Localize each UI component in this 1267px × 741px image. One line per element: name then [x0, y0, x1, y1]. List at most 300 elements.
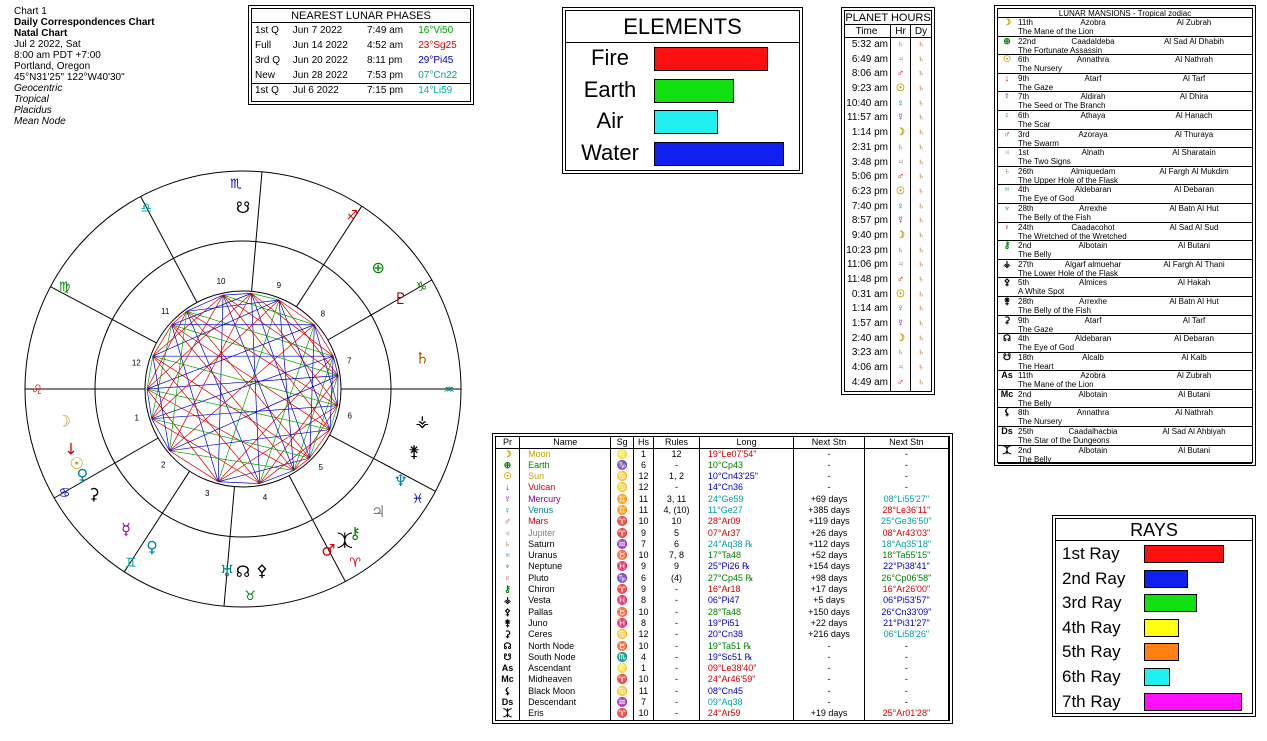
day-planet-icon: ♄: [917, 318, 925, 330]
mansion-name: Caadalhacbia: [1068, 427, 1118, 437]
lunar-position: 16°Vi50: [418, 25, 454, 36]
planet-house: 7: [633, 539, 653, 550]
mansion-name: Albotain: [1078, 445, 1108, 455]
next-station-position: -: [864, 663, 948, 674]
element-row: [566, 138, 799, 168]
aspect-line: [279, 300, 314, 325]
mansion-arabic-name: Al Nathrah: [1175, 55, 1213, 65]
planet-house: 10: [633, 550, 653, 561]
planet-icon: ♃: [496, 528, 520, 539]
mansion-planet-icon: ⚵: [1003, 295, 1011, 306]
mansion-row: [998, 371, 1252, 390]
planet-row: [496, 460, 949, 471]
mansion-row: [998, 92, 1252, 111]
mansion-arabic-name: Al Thuraya: [1174, 129, 1214, 139]
lunar-mansions-title: LUNAR MANSIONS - Tropical zodiac: [998, 9, 1252, 18]
planet-hour-row: [845, 38, 931, 53]
ray-label: 6th Ray: [1062, 667, 1121, 686]
lunar-phase: 1st Q: [252, 83, 290, 98]
planet-hour-row: [845, 288, 931, 303]
planet-name: Jupiter: [520, 528, 611, 539]
house-cusp-line: [224, 487, 234, 607]
hour-planet-icon: ♂: [891, 376, 911, 391]
hour-planet-icon: ☽: [891, 126, 911, 141]
house-number: 8: [320, 309, 326, 319]
mansion-name: Alnath: [1081, 148, 1105, 158]
planet-rules: -: [654, 482, 700, 493]
day-planet-icon: ♄: [917, 53, 925, 65]
sign-icon: ♒: [611, 697, 633, 708]
house-number: 2: [160, 460, 166, 470]
planet-row: [496, 516, 949, 527]
hour-planet-icon: ♂: [891, 273, 911, 288]
planet-icon: ⚸: [496, 686, 520, 697]
planet-name: Moon: [520, 448, 611, 460]
chart-date: Jul 2 2022, Sat: [14, 39, 81, 50]
mansion-planet-icon: ☽: [1002, 17, 1012, 27]
aspect-line: [294, 356, 333, 470]
col-hr: Hr: [891, 25, 911, 37]
sign-icon: ♑: [611, 460, 633, 471]
mansion-planet-icon: Mc: [1000, 388, 1014, 399]
chart-coordinates: 45°N31'25" 122°W40'30": [14, 72, 125, 83]
element-label: Fire: [591, 45, 629, 70]
mansion-planet-icon: ☊: [1003, 333, 1011, 344]
mansion-number: 1st: [1018, 148, 1029, 158]
next-station-position: 16°Ar26'00": [864, 584, 948, 595]
planet-rules: 3, 11: [654, 494, 700, 505]
hour-time: 0:31 am: [845, 288, 891, 303]
next-station-position: -: [864, 448, 948, 460]
mansion-arabic-name: Al Debaran: [1173, 334, 1215, 344]
mansion-name: Caadaldeba: [1071, 36, 1115, 46]
mansion-name: Caadacohot: [1071, 222, 1115, 232]
day-planet-icon: ♄: [917, 171, 925, 183]
planet-row: [496, 607, 949, 618]
ray-bar: [1144, 570, 1188, 588]
mansion-number: 28th: [1018, 203, 1034, 213]
planet-house: 8: [633, 618, 653, 629]
planet-house: 6: [633, 573, 653, 584]
mansion-description: The Nursery: [1018, 64, 1063, 74]
planet-name: Chiron: [520, 584, 611, 595]
next-station-position: 18°Aq35'18": [864, 539, 948, 550]
house-number: 12: [131, 358, 141, 368]
planet-glyph-icon: ⯰: [336, 530, 353, 550]
next-station-days: -: [794, 471, 864, 482]
planet-hour-row: [845, 361, 931, 376]
aspect-line: [279, 300, 294, 470]
planet-longitude: 17°Ta48: [699, 550, 793, 561]
lunar-phase-row: [252, 68, 470, 83]
mansion-number: 24th: [1018, 222, 1034, 232]
day-planet-icon: ♄: [917, 127, 925, 139]
planet-hour-row: [845, 317, 931, 332]
next-station-days: +22 days: [794, 618, 864, 629]
house-number: 5: [318, 462, 324, 472]
planet-longitude: 10°Cn43'25": [699, 471, 793, 482]
day-planet-icon: ♄: [917, 274, 925, 285]
mansion-number: 27th: [1018, 259, 1034, 269]
hour-time: 11:06 pm: [845, 258, 891, 273]
lunar-phase: 1st Q: [255, 25, 279, 36]
ray-bar: [1144, 594, 1197, 612]
planet-row: [496, 448, 949, 460]
aspect-line: [153, 295, 223, 356]
house-number: 4: [262, 492, 268, 502]
mansion-description: The Lower Hole of the Flask: [1018, 268, 1119, 278]
mansion-description: The Two Signs: [1018, 157, 1071, 167]
planet-icon: ☋: [496, 652, 520, 663]
mansion-row: [998, 223, 1252, 242]
hour-time: 6:23 pm: [845, 185, 891, 200]
day-planet-icon: ♄: [917, 259, 925, 271]
mansion-name: Alcalb: [1082, 352, 1104, 362]
next-station-days: -: [794, 448, 864, 460]
planet-hour-row: [845, 141, 931, 156]
sign-icon: ♓: [611, 561, 633, 572]
next-station-position: -: [864, 686, 948, 697]
hour-time: 8:57 pm: [845, 214, 891, 229]
lunar-phases-table: [252, 23, 470, 98]
chart-number: Chart 1: [14, 6, 47, 17]
planet-hour-row: [845, 185, 931, 200]
day-planet-icon: ♄: [917, 68, 925, 80]
sign-icon: ♌: [611, 448, 633, 460]
zodiac-sign-icon: ♊: [124, 555, 137, 571]
lunar-position: 29°Pi45: [418, 55, 454, 66]
hour-planet-icon: ♄: [891, 141, 911, 156]
planet-rules: -: [654, 697, 700, 708]
planet-glyph-icon: ♆: [393, 471, 408, 490]
planet-glyph-icon: ⚳: [88, 484, 100, 504]
planet-house: 10: [633, 674, 653, 685]
mansion-row: [998, 130, 1252, 149]
mansion-number: 18th: [1018, 352, 1034, 362]
planet-glyph-icon: ☉: [69, 454, 84, 474]
aspect-line: [172, 325, 294, 471]
house-cusp-line: [252, 172, 262, 292]
mansion-number: 8th: [1018, 408, 1030, 418]
sign-icon: ♓: [611, 595, 633, 606]
planet-name: Earth: [520, 460, 611, 471]
planet-icon: ♇: [496, 573, 520, 584]
next-station-days: +385 days: [794, 505, 864, 516]
planet-house: 11: [633, 494, 653, 505]
planet-icon: ♆: [496, 561, 520, 572]
rays-title: RAYS: [1056, 519, 1252, 541]
zodiac-sign-icon: ♌: [31, 383, 43, 398]
sign-icon: ♓: [611, 618, 633, 629]
planet-name: Pluto: [520, 573, 611, 584]
day-planet-icon: ♄: [917, 362, 925, 374]
planet-icon: ⚳: [496, 629, 520, 640]
planet-longitude: 08°Cn45: [699, 686, 793, 697]
next-station-days: +216 days: [794, 629, 864, 640]
mansion-number: 2nd: [1018, 445, 1032, 455]
planet-name: Vulcan: [520, 482, 611, 493]
mansion-planet-icon: As: [1001, 370, 1013, 381]
mansion-arabic-name: Al Debaran: [1173, 185, 1215, 195]
mansion-arabic-name: Al Butani: [1177, 445, 1211, 455]
lunar-position: 07°Cn22: [418, 69, 458, 81]
aspect-line: [152, 406, 338, 419]
mansion-row: [998, 204, 1252, 223]
planet-longitude: 20°Cn38: [699, 629, 793, 640]
planet-rules: 4, (10): [654, 505, 700, 516]
lunar-position: 23°Sg25: [418, 40, 457, 51]
planet-house: 12: [633, 471, 653, 482]
next-station-days: -: [794, 641, 864, 652]
aspect-line: [172, 325, 330, 430]
elements-title: ELEMENTS: [566, 11, 799, 43]
day-planet-icon: ♄: [917, 97, 925, 109]
natal-chart-wheel: [22, 168, 464, 610]
mansion-planet-icon: ☿: [1003, 91, 1011, 102]
ray-label: 2nd Ray: [1062, 568, 1126, 588]
next-station-position: 26°Cp06'58": [864, 573, 948, 584]
mansion-planet-icon: ⚷: [1003, 240, 1011, 251]
planet-icon: ☊: [496, 641, 520, 652]
planet-icon: ♂: [496, 516, 520, 527]
hour-planet-icon: ♀: [891, 200, 911, 215]
lunar-time: 7:49 am: [366, 25, 404, 36]
planet-icon: ☉: [496, 471, 520, 482]
element-bar: [654, 110, 718, 134]
mansion-name: Arrexhe: [1078, 203, 1107, 213]
chart-option: Mean Node: [14, 116, 66, 127]
planet-icon: ⊕: [496, 460, 520, 471]
ray-row: [1056, 567, 1252, 592]
hour-planet-icon: ♀: [891, 302, 911, 317]
lunar-date: Jun 14 2022: [292, 40, 348, 51]
aspect-line: [172, 293, 252, 324]
chart-option: Geocentric: [14, 83, 63, 94]
planet-icon: ♅: [496, 550, 520, 561]
planet-longitude: 11°Ge27: [699, 505, 793, 516]
mansion-arabic-name: Al Fargh Al Mukdim: [1159, 166, 1229, 176]
element-bar: [654, 142, 784, 166]
next-station-days: -: [794, 460, 864, 471]
planet-rules: 5: [654, 528, 700, 539]
mansion-number: 9th: [1018, 315, 1030, 325]
lunar-time: 7:15 pm: [364, 83, 415, 98]
sign-icon: ♈: [611, 528, 633, 539]
mansion-number: 11th: [1018, 18, 1033, 27]
chart-option: Placidus: [14, 105, 52, 116]
lunar-date: Jul 6 2022: [290, 83, 364, 98]
planet-row: [496, 686, 949, 697]
next-station-position: 06°Pi53'57": [864, 595, 948, 606]
hour-time: 10:23 pm: [845, 244, 891, 259]
sign-icon: ♋: [611, 686, 633, 697]
planet-rules: -: [654, 686, 700, 697]
mansion-description: The Seed or The Branch: [1018, 101, 1106, 111]
sign-icon: ♈: [611, 674, 633, 685]
next-station-days: -: [794, 697, 864, 708]
planet-house: 9: [633, 528, 653, 539]
zodiac-sign-icon: ♋: [58, 486, 71, 501]
mansion-arabic-name: Al Sad Al Dhabih: [1163, 36, 1225, 46]
next-station-position: 22°Pi38'41": [864, 561, 948, 572]
chart-header: [14, 6, 155, 127]
aspect-line: [147, 389, 152, 419]
planet-longitude: 19°Sc51 ℞: [699, 652, 793, 663]
ray-row: [1056, 542, 1252, 567]
mansion-arabic-name: Al Hanach: [1175, 110, 1213, 120]
planet-hour-row: [845, 273, 931, 288]
aspect-line: [279, 300, 338, 376]
day-planet-icon: ♄: [917, 156, 925, 168]
mansion-description: The Belly: [1018, 250, 1052, 260]
lunar-phases-panel: [251, 8, 471, 102]
lunar-phase-row: [252, 53, 470, 68]
chart-time: 8:00 am PDT +7:00: [14, 50, 101, 61]
planet-house: 4: [633, 652, 653, 663]
ray-bar: [1144, 545, 1224, 563]
planet-column-header: Sg: [611, 437, 633, 448]
planet-rules: -: [654, 584, 700, 595]
element-label: Water: [581, 139, 639, 165]
planet-house: 1: [633, 663, 653, 674]
planet-longitude: 14°Cn36: [699, 482, 793, 493]
hour-planet-icon: ☿: [891, 111, 911, 126]
planet-glyph-icon: ☽: [56, 411, 71, 431]
ray-row: [1056, 690, 1252, 715]
planet-rules: 12: [654, 448, 700, 460]
mansion-name: Azobra: [1080, 18, 1106, 27]
planet-row: [496, 471, 949, 482]
planet-name: Vesta: [520, 595, 611, 606]
planet-house: 10: [633, 607, 653, 618]
planet-name: Juno: [520, 618, 611, 629]
planet-hours-header: [845, 25, 931, 38]
sign-icon: ♌: [611, 663, 633, 674]
sign-icon: ♋: [611, 482, 633, 493]
sign-icon: ♉: [611, 550, 633, 561]
planet-column-header: Next Stn: [794, 437, 864, 448]
next-station-position: 26°Cn33'09": [864, 607, 948, 618]
aspect-line: [153, 325, 172, 356]
day-planet-icon: ♄: [917, 39, 925, 50]
mansion-row: [998, 260, 1252, 279]
planet-name: Eris: [520, 708, 611, 719]
sign-icon: ♊: [611, 505, 633, 516]
hour-time: 1:57 am: [845, 317, 891, 332]
planet-column-header: Name: [520, 437, 611, 448]
day-planet-icon: ♄: [917, 303, 925, 315]
mansion-row: [998, 148, 1252, 167]
planet-glyph-icon: ⚶: [415, 411, 430, 431]
planets-panel: [495, 436, 950, 721]
hour-time: 5:32 am: [845, 38, 891, 53]
planet-hour-row: [845, 332, 931, 347]
mansion-row: [998, 111, 1252, 130]
hour-time: 9:40 pm: [845, 229, 891, 244]
next-station-days: +17 days: [794, 584, 864, 595]
house-number: 6: [347, 411, 352, 421]
planet-row: [496, 595, 949, 606]
planet-name: Descendant: [520, 697, 611, 708]
mansion-name: Albotain: [1078, 389, 1108, 399]
hour-planet-icon: ♀: [891, 97, 911, 112]
sign-icon: ♋: [611, 471, 633, 482]
next-station-days: +5 days: [794, 595, 864, 606]
mansion-number: 28th: [1018, 296, 1034, 306]
mansion-planet-icon: ⊕: [1003, 35, 1011, 46]
element-row: [566, 75, 799, 105]
mansion-arabic-name: Al Butani: [1177, 241, 1211, 251]
planet-hour-row: [845, 244, 931, 259]
mansion-number: 6th: [1018, 55, 1030, 65]
mansion-number: 25th: [1018, 427, 1034, 437]
next-station-days: +19 days: [794, 708, 864, 719]
planet-row: [496, 482, 949, 493]
next-station-days: -: [794, 674, 864, 685]
planet-longitude: 24°Aq38 ℞: [699, 539, 793, 550]
house-number: 11: [161, 307, 170, 317]
planet-rules: -: [654, 607, 700, 618]
ray-bar: [1144, 668, 1170, 686]
next-station-days: +52 days: [794, 550, 864, 561]
hour-time: 4:49 am: [845, 376, 891, 391]
next-station-days: +154 days: [794, 561, 864, 572]
zodiac-sign-icon: ♑: [415, 280, 428, 295]
mansion-name: Algarf almuehar: [1064, 259, 1122, 269]
aspect-line: [260, 376, 338, 484]
planet-rules: -: [654, 708, 700, 719]
day-planet-icon: ♄: [917, 229, 925, 241]
mansion-row: [998, 427, 1252, 446]
mansion-description: The Mane of the Lion: [1018, 380, 1094, 390]
planet-rules: 10: [654, 516, 700, 527]
planet-glyph-icon: ☋: [235, 198, 251, 217]
mansion-row: [998, 241, 1252, 260]
hour-time: 6:49 am: [845, 53, 891, 68]
lunar-phase: 3rd Q: [255, 55, 281, 66]
sign-icon: ♊: [611, 494, 633, 505]
planet-name: Black Moon: [520, 686, 611, 697]
ray-bar: [1144, 643, 1179, 661]
planet-glyph-icon: ♀: [146, 537, 158, 557]
lunar-date: Jun 28 2022: [292, 69, 348, 81]
mansion-row: [998, 18, 1252, 37]
mansion-arabic-name: Al Kalb: [1181, 352, 1207, 362]
hour-planet-icon: ♃: [891, 361, 911, 376]
mansion-number: 26th: [1018, 166, 1034, 176]
planet-longitude: 06°Pi47: [699, 595, 793, 606]
planet-glyph-icon: ⚴: [256, 561, 268, 581]
sign-icon: ♒: [611, 539, 633, 550]
mansion-arabic-name: Al Zubrah: [1176, 371, 1212, 381]
planet-hour-row: [845, 82, 931, 97]
mansion-description: The Fortunate Assassin: [1018, 45, 1103, 55]
mansion-name: Aldirah: [1080, 92, 1106, 102]
planet-glyph-icon: ↓: [64, 439, 78, 459]
planet-longitude: 24°Ar46'59": [699, 674, 793, 685]
ray-bar: [1144, 693, 1242, 711]
mansion-planet-icon: ⯰: [1002, 444, 1012, 455]
mansion-description: The Gaze: [1018, 324, 1054, 334]
planet-row: [496, 663, 949, 674]
ray-bar: [1144, 619, 1179, 637]
planet-hours-panel: [844, 10, 932, 392]
planet-rules: -: [654, 674, 700, 685]
mansion-description: The Belly of the Fish: [1018, 305, 1091, 315]
planet-longitude: 24°Ge59: [699, 494, 793, 505]
mansion-arabic-name: Al Zubrah: [1176, 18, 1212, 27]
lunar-time: 7:53 pm: [366, 69, 404, 81]
